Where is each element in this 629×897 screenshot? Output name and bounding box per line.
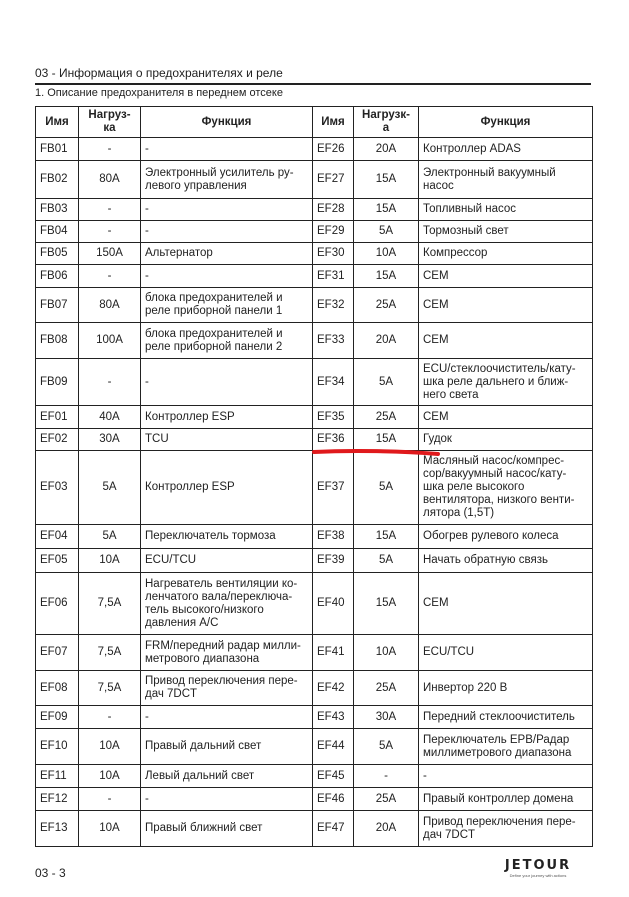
fuse-load: 25A (354, 406, 419, 429)
fuse-load: 5A (79, 451, 141, 525)
fuse-name: EF01 (36, 406, 79, 429)
fuse-name: EF40 (313, 573, 354, 635)
fuse-load: 80A (79, 161, 141, 199)
header-function: Функция (141, 107, 313, 138)
table-header-row (36, 107, 593, 138)
fuse-load: 10A (79, 765, 141, 788)
fuse-function: CEM (419, 406, 593, 429)
fuse-load: - (79, 199, 141, 221)
fuse-function: Левый дальний свет (141, 765, 313, 788)
fuse-load: 25A (354, 288, 419, 323)
fuse-function: - (141, 138, 313, 161)
fuse-function: Контроллер ESP (141, 451, 313, 525)
fuse-name: FB01 (36, 138, 79, 161)
fuse-function: Привод переключения пере- дач 7DCT (141, 671, 313, 706)
fuse-name: EF12 (36, 788, 79, 811)
fuse-name: FB09 (36, 359, 79, 406)
fuse-function: FRM/передний радар милли- метрового диапазона (141, 635, 313, 671)
fuse-function: Правый дальний свет (141, 729, 313, 765)
fuse-load: 30A (79, 429, 141, 451)
table-row (36, 406, 593, 429)
fuse-name: EF02 (36, 429, 79, 451)
fuse-name: EF36 (313, 429, 354, 451)
fuse-function: Тормозный свет (419, 221, 593, 243)
table-row (36, 243, 593, 265)
fuse-name: EF10 (36, 729, 79, 765)
fuse-name: EF06 (36, 573, 79, 635)
fuse-name: EF46 (313, 788, 354, 811)
fuse-function: Электронный усилитель ру- левого управления (141, 161, 313, 199)
table-row (36, 323, 593, 359)
fuse-function: Электронный вакуумный насос (419, 161, 593, 199)
fuse-function: - (419, 765, 593, 788)
fuse-load: 15A (354, 429, 419, 451)
fuse-name: EF26 (313, 138, 354, 161)
fuse-load: 20A (354, 138, 419, 161)
fuse-function: Нагреватель вентиляции ко- ленчатого вала/переключа- тель высокого/низкого давления A/C (141, 573, 313, 635)
fuse-function: TCU (141, 429, 313, 451)
fuse-name: FB07 (36, 288, 79, 323)
fuse-name: EF29 (313, 221, 354, 243)
fuse-name: EF45 (313, 765, 354, 788)
fuse-function: - (141, 788, 313, 811)
fuse-load: 7,5A (79, 635, 141, 671)
fuse-load: - (79, 221, 141, 243)
table-row (36, 265, 593, 288)
fuse-name: EF05 (36, 549, 79, 573)
fuse-name: EF30 (313, 243, 354, 265)
fuse-name: EF03 (36, 451, 79, 525)
fuse-load: 15A (354, 161, 419, 199)
fuse-function: CEM (419, 265, 593, 288)
fuse-load: 20A (354, 811, 419, 847)
fuse-load: 5A (354, 451, 419, 525)
fuse-load: - (79, 359, 141, 406)
fuse-function: Передний стеклоочиститель (419, 706, 593, 729)
table-row (36, 635, 593, 671)
fuse-name: FB04 (36, 221, 79, 243)
fuse-load: 40A (79, 406, 141, 429)
fuse-load: 5A (354, 549, 419, 573)
fuse-function: - (141, 221, 313, 243)
fuse-function: Правый контроллер домена (419, 788, 593, 811)
logo-brand: JETOUR (504, 858, 572, 873)
fuse-function: Привод переключения пере- дач 7DCT (419, 811, 593, 847)
fuse-function: Топливный насос (419, 199, 593, 221)
fuse-name: FB08 (36, 323, 79, 359)
page-number: 03 - 3 (35, 866, 66, 880)
fuse-function: - (141, 265, 313, 288)
table-row (36, 199, 593, 221)
fuse-load: 30A (354, 706, 419, 729)
fuse-function: Инвертор 220 В (419, 671, 593, 706)
fuse-load: 15A (354, 573, 419, 635)
fuse-load: 20A (354, 323, 419, 359)
fuse-load: - (79, 265, 141, 288)
red-highlight-underline (312, 447, 442, 459)
fuse-function: ECU/TCU (141, 549, 313, 573)
fuse-function: Правый ближний свет (141, 811, 313, 847)
fuse-function: Компрессор (419, 243, 593, 265)
header-divider (35, 83, 591, 85)
fuse-load: - (79, 788, 141, 811)
fuse-load: 15A (354, 265, 419, 288)
fuse-name: EF32 (313, 288, 354, 323)
fuse-load: 15A (354, 525, 419, 549)
fuse-function: Альтернатор (141, 243, 313, 265)
fuse-name: EF27 (313, 161, 354, 199)
fuse-load: 10A (79, 811, 141, 847)
fuse-name: FB03 (36, 199, 79, 221)
table-row (36, 359, 593, 406)
fuse-name: EF43 (313, 706, 354, 729)
fuse-load: 7,5A (79, 671, 141, 706)
fuse-name: EF47 (313, 811, 354, 847)
fuse-name: EF07 (36, 635, 79, 671)
fuse-function: ECU/TCU (419, 635, 593, 671)
fuse-name: EF38 (313, 525, 354, 549)
table-row (36, 788, 593, 811)
fuse-function: Начать обратную связь (419, 549, 593, 573)
fuse-name: EF13 (36, 811, 79, 847)
table-row (36, 671, 593, 706)
fuse-function: Гудок (419, 429, 593, 451)
header-name: Имя (36, 107, 79, 138)
fuse-load: - (79, 138, 141, 161)
fuse-function: Переключатель EPB/Радар миллиметрового диапазона (419, 729, 593, 765)
table-row (36, 811, 593, 847)
header-load-2: Нагрузк- а (354, 107, 419, 138)
fuse-load: - (354, 765, 419, 788)
table-row (36, 221, 593, 243)
fuse-load: 5A (354, 221, 419, 243)
fuse-name: FB06 (36, 265, 79, 288)
fuse-name: EF09 (36, 706, 79, 729)
fuse-function: CEM (419, 288, 593, 323)
fuse-load: 7,5A (79, 573, 141, 635)
fuse-name: FB05 (36, 243, 79, 265)
table-row (36, 573, 593, 635)
fuse-function: Переключатель тормоза (141, 525, 313, 549)
fuse-name: EF41 (313, 635, 354, 671)
fuse-name: EF04 (36, 525, 79, 549)
fuse-load: - (79, 706, 141, 729)
table-row (36, 138, 593, 161)
fuse-function: Масляный насос/компрес- сор/вакуумный насос/кату- шка реле высокого вентилятора, низкого венти- лятора (1,5T) (419, 451, 593, 525)
header-name-2: Имя (313, 107, 354, 138)
fuse-name: EF35 (313, 406, 354, 429)
fuse-function: Обогрев рулевого колеса (419, 525, 593, 549)
header-load: Нагруз- ка (79, 107, 141, 138)
fuse-name: EF39 (313, 549, 354, 573)
fuse-function: ECU/стеклоочиститель/кату- шка реле дальнего и ближ- него света (419, 359, 593, 406)
fuse-load: 15A (354, 199, 419, 221)
fuse-load: 100A (79, 323, 141, 359)
fuse-function: - (141, 706, 313, 729)
fuse-load: 10A (354, 243, 419, 265)
fuse-function: блока предохранителей и реле приборной панели 2 (141, 323, 313, 359)
fuse-function: CEM (419, 323, 593, 359)
fuse-name: EF33 (313, 323, 354, 359)
fuse-name: EF11 (36, 765, 79, 788)
fuse-load: 10A (79, 549, 141, 573)
fuse-name: EF42 (313, 671, 354, 706)
fuse-load: 25A (354, 671, 419, 706)
fuse-function: Контроллер ADAS (419, 138, 593, 161)
table-row (36, 525, 593, 549)
fuse-load: 5A (354, 359, 419, 406)
table-row (36, 451, 593, 525)
table-row (36, 161, 593, 199)
fuse-function: CEM (419, 573, 593, 635)
fuse-name: EF28 (313, 199, 354, 221)
fuse-load: 10A (79, 729, 141, 765)
fuse-load: 150A (79, 243, 141, 265)
table-row (36, 549, 593, 573)
table-row (36, 706, 593, 729)
fuse-function: - (141, 359, 313, 406)
fuse-load: 5A (354, 729, 419, 765)
fuse-name: EF31 (313, 265, 354, 288)
fuse-load: 25A (354, 788, 419, 811)
fuse-function: блока предохранителей и реле приборной панели 1 (141, 288, 313, 323)
fuse-name: EF37 (313, 451, 354, 525)
fuse-name: FB02 (36, 161, 79, 199)
jetour-logo (496, 858, 580, 878)
header-function-2: Функция (419, 107, 593, 138)
fuse-name: EF34 (313, 359, 354, 406)
fuse-load: 5A (79, 525, 141, 549)
table-row (36, 288, 593, 323)
table-row (36, 729, 593, 765)
fuse-function: - (141, 199, 313, 221)
logo-tagline: Define your journey with actions (509, 873, 567, 878)
fuse-load: 80A (79, 288, 141, 323)
chapter-title: 03 - Информация о предохранителях и реле (35, 66, 283, 80)
fuse-function: Контроллер ESP (141, 406, 313, 429)
table-row (36, 765, 593, 788)
section-title: 1. Описание предохранителя в переднем отсеке (35, 87, 283, 99)
fuse-table (35, 106, 593, 847)
fuse-load: 10A (354, 635, 419, 671)
fuse-name: EF08 (36, 671, 79, 706)
fuse-name: EF44 (313, 729, 354, 765)
